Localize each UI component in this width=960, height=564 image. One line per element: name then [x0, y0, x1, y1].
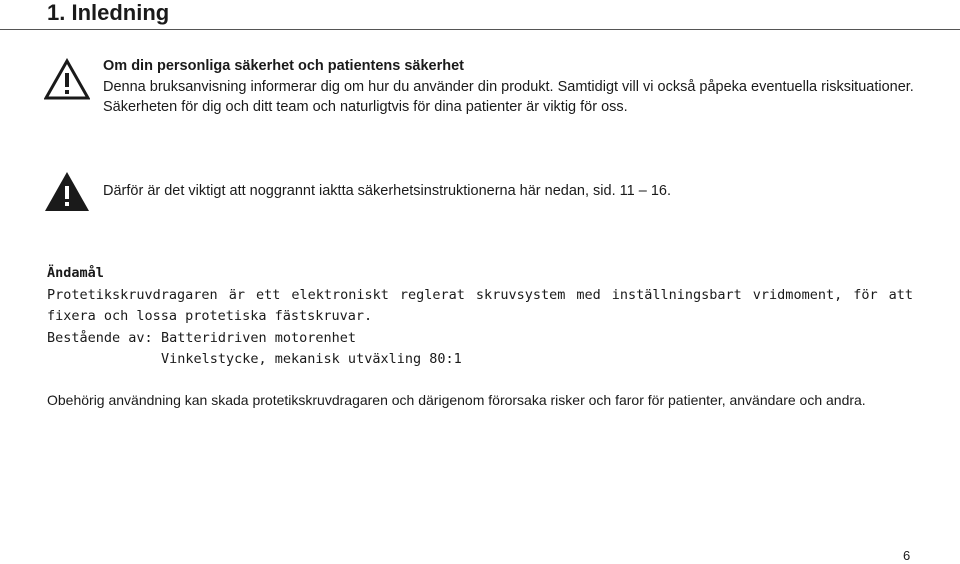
misuse-warning: Obehörig användning kan skada protetikskruvdragaren och därigenom förorsaka risker och faror för patienter, användare och andra. — [47, 392, 866, 408]
purpose-title: Ändamål — [47, 265, 104, 281]
components-label: Bestående av: — [47, 330, 153, 346]
components-row — [47, 328, 356, 348]
heading-divider — [0, 29, 960, 30]
purpose-body: Protetikskruvdragaren är ett elektroniskt reglerat skruvsystem med inställningsbart vridmoment, för att fixera och lossa protetiska fästskruvar. — [47, 287, 913, 324]
component-item: Batteridriven motorenhet — [161, 330, 357, 346]
component-item: Vinkelstycke, mekanisk utväxling 80:1 — [161, 351, 462, 367]
page-number: 6 — [903, 548, 911, 563]
safety-body: Denna bruksanvisning informerar dig om hur du använder din produkt. Samtidigt vill vi också påpeka eventuella risksituationer. Säkerheten för dig och ditt team och naturligtvis för dina patienter är viktig för oss. — [103, 78, 914, 115]
warning-text: Därför är det viktigt att noggrannt iaktta säkerhetsinstruktionerna här nedan, sid. 11 – 16. — [103, 183, 671, 199]
safety-title: Om din personliga säkerhet och patientens säkerhet — [103, 58, 464, 74]
page-heading: 1. Inledning — [47, 0, 170, 25]
components-row — [47, 349, 462, 369]
warning-triangle-filled-icon — [44, 170, 90, 212]
warning-triangle-outline-icon — [44, 58, 90, 100]
safety-section — [103, 56, 923, 118]
